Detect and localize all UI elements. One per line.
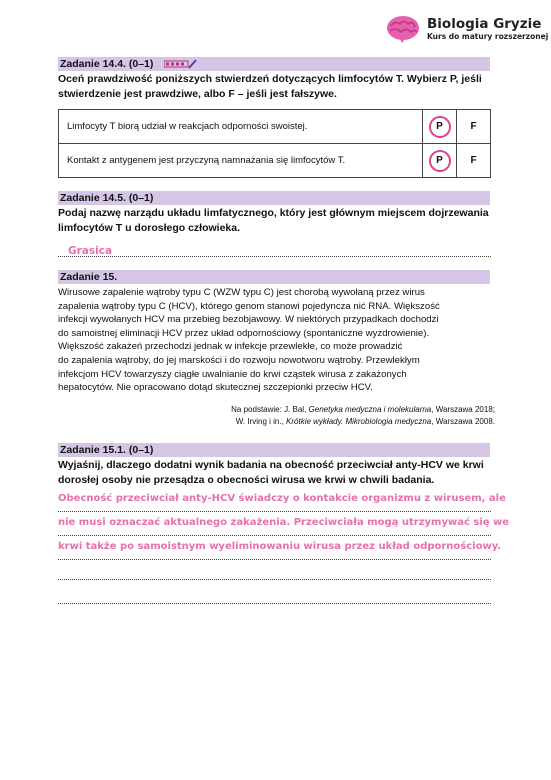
task-14-4-heading-text: Zadanie 14.4. (0–1) [60, 58, 154, 70]
option-f[interactable]: F [457, 144, 491, 178]
text-line: infekcjom HCV towarzyszy ciągłe uwalnianie do krwi cząstek wirusa z zakażonych [58, 368, 407, 380]
true-false-table [58, 109, 491, 178]
brain-logo-icon [385, 14, 421, 44]
text-line: do zapalenia wątroby, do jej marskości i do rozwoju nowotworu wątroby. Przewlekłym [58, 354, 420, 366]
source-title: Genetyka medyczna i molekularna [308, 405, 432, 414]
question-line: Podaj nazwę narządu układu limfatycznego, który jest głównym miejscem dojrzewania [58, 207, 489, 219]
logo-subtitle: Kurs do matury rozszerzonej [427, 32, 549, 42]
question-line: dorosłej osoby nie przesądza o obecności wirusa we krwi w chwili badania. [58, 474, 435, 486]
question-line: stwierdzenie jest prawdziwe, albo F – jeśli jest fałszywe. [58, 88, 337, 100]
selected-circle: P [429, 116, 451, 138]
source-text: , Warszawa 2008. [431, 417, 495, 426]
task-14-5-question [58, 206, 498, 236]
statement-text: Kontakt z antygenem jest przyczyną namnażania się limfocytów T. [59, 144, 423, 178]
task-14-4-question [58, 72, 498, 102]
question-line: limfocytów T u dorosłego człowieka. [58, 222, 241, 234]
task-15-text [58, 286, 494, 395]
answer-line-1[interactable]: Obecność przeciwciał anty-HCV świadczy o kontakcie organizmu z wirusem, ale [58, 490, 491, 512]
answer-blank-line[interactable] [58, 562, 491, 580]
option-p[interactable] [423, 110, 457, 144]
text-line: Większość zakażeń przechodzi jednak w infekcje przewlekłe, co może prowadzić [58, 341, 403, 353]
option-p[interactable] [423, 144, 457, 178]
task-15-1-question [58, 458, 498, 488]
text-line: infekcji wywołanych HCV ma przebieg bezobjawowy. W niektórych przypadkach dochodzi [58, 314, 439, 326]
option-f[interactable]: F [457, 110, 491, 144]
source-line [231, 404, 495, 416]
answer-line-3[interactable]: krwi także po samoistnym wyeliminowaniu wirusa przez układ odpornościowy. [58, 538, 491, 560]
text-line: hepatocytów. Nie opracowano dotąd skutecznej szczepionki przeciw HCV. [58, 382, 373, 394]
question-line: Oceń prawdziwość poniższych stwierdzeń dotyczących limfocytów T. Wybierz P, jeśli [58, 73, 482, 85]
text-line: do samoistnej eliminacji HCV przez układ odpornościowy (spontaniczne wyzdrowienie). [58, 327, 430, 339]
logo-title: Biologia Gryzie [427, 15, 542, 32]
selected-circle: P [429, 150, 451, 172]
task-14-5-heading: Zadanie 14.5. (0–1) [58, 191, 490, 205]
source-text: W. Irving i in., [235, 417, 287, 426]
answer-field[interactable] [58, 241, 491, 257]
table-row [59, 144, 491, 178]
source-title: Krótkie wykłady. Mikrobiologia medyczna [286, 417, 432, 426]
text-line: zapalenia wątroby typu C (HCV), którego genom stanowi pojedyncza nić RNA. Większość [58, 300, 440, 312]
answer-blank-line[interactable] [58, 586, 491, 604]
question-line: Wyjaśnij, dlaczego dodatni wynik badania na obecność przeciwciał anty-HCV we krwi [58, 459, 484, 471]
source-citation [231, 404, 495, 428]
table-row [59, 110, 491, 144]
task-15-1-heading: Zadanie 15.1. (0–1) [58, 443, 490, 457]
source-text: Na podstawie: J. Bal, [231, 405, 309, 414]
statement-text: Limfocyty T biorą udział w reakcjach odporności swoistej. [59, 110, 423, 144]
source-text: , Warszawa 2018; [431, 405, 495, 414]
logo [385, 14, 548, 44]
task-15-heading: Zadanie 15. [58, 270, 490, 284]
points-icon [164, 59, 198, 69]
source-line [231, 416, 495, 428]
answer-line-2[interactable]: nie musi oznaczać aktualnego zakażenia. Przeciwciała mogą utrzymywać się we [58, 514, 491, 536]
answer-text: Grasica [68, 245, 113, 257]
task-14-4-heading [58, 57, 490, 71]
text-line: Wirusowe zapalenie wątroby typu C (WZW typu C) jest chorobą wywołaną przez wirus [58, 287, 425, 298]
